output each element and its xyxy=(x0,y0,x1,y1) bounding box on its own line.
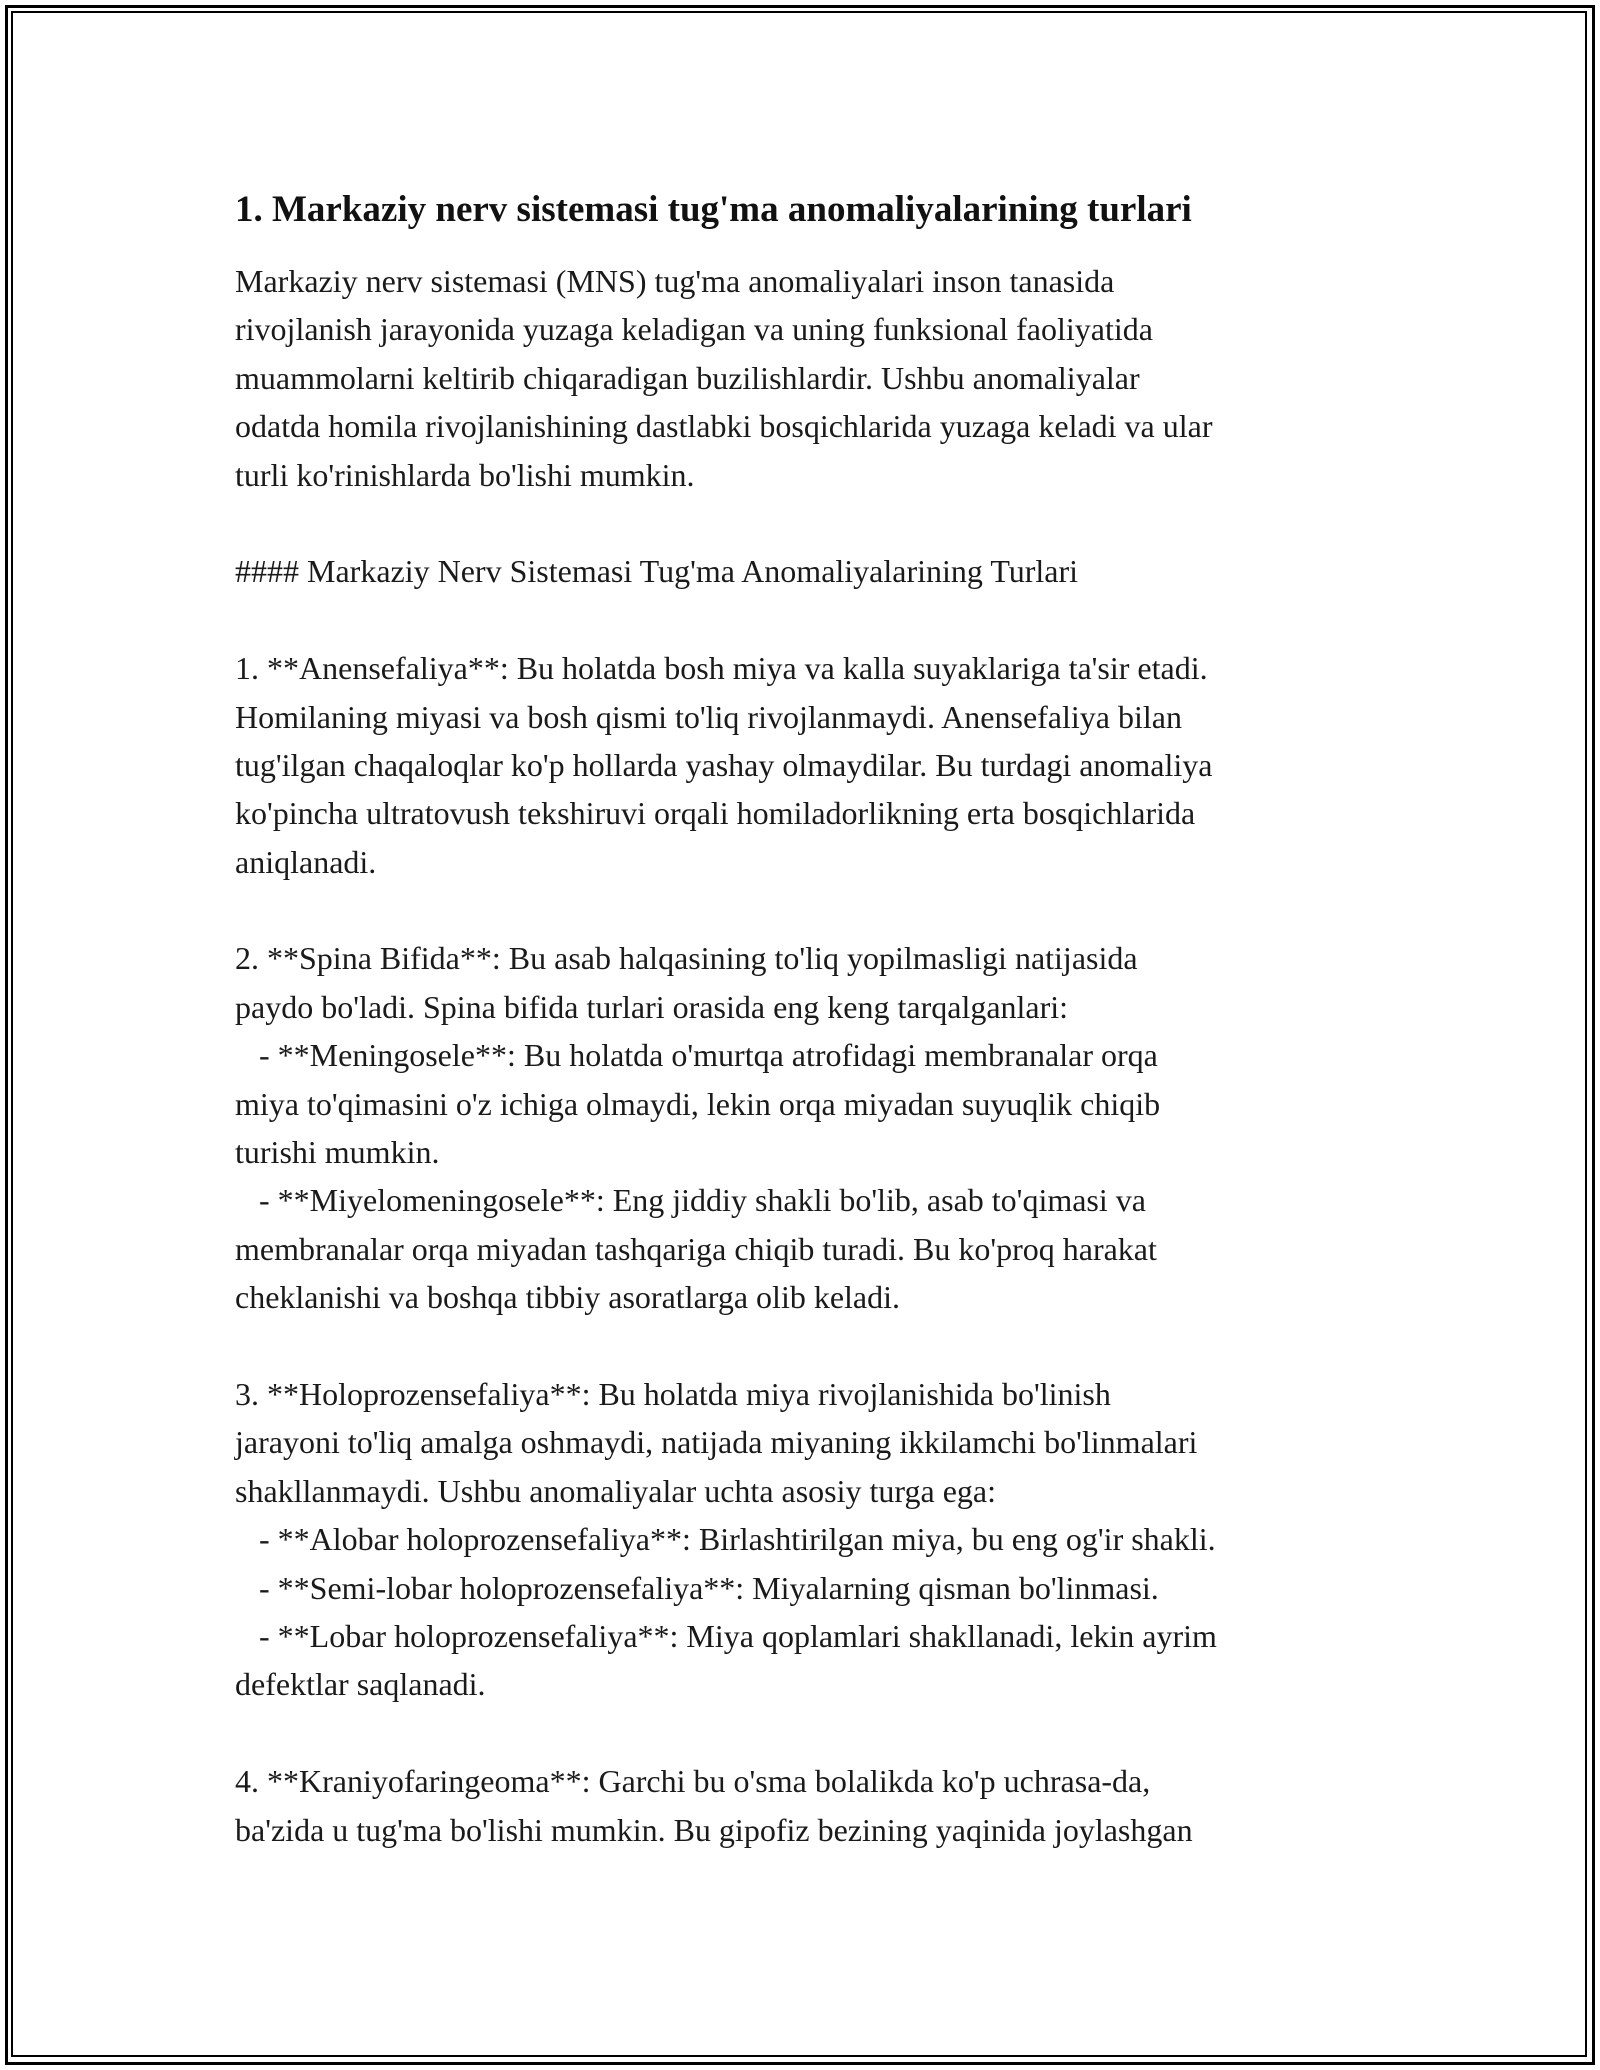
text-line: defektlar saqlanadi. xyxy=(235,1666,486,1703)
text-line: turli ko'rinishlarda bo'lishi mumkin. xyxy=(235,456,695,493)
text-line: - **Alobar holoprozensefaliya**: Birlashtirilgan miya, bu eng og'ir shakli. xyxy=(235,1521,1216,1558)
text-line: jarayoni to'liq amalga oshmaydi, natijada miyaning ikkilamchi bo'linmalari xyxy=(235,1424,1198,1461)
document-title: 1. Markaziy nerv sistemasi tug'ma anomaliyalarining turlari xyxy=(235,189,1192,230)
text-line: Markaziy nerv sistemasi (MNS) tug'ma anomaliyalari inson tanasida xyxy=(235,263,1115,299)
text-line: tug'ilgan chaqaloqlar ko'p hollarda yashay olmaydilar. Bu turdagi anomaliya xyxy=(235,746,1213,783)
text-line: - **Semi-lobar holoprozensefaliya**: Miyalarning qisman bo'linmasi. xyxy=(235,1569,1159,1606)
text-line: rivojlanish jarayonida yuzaga keladigan va uning funksional faoliyatida xyxy=(235,311,1153,348)
text-line: ko'pincha ultratovush tekshiruvi orqali homiladorlikning erta bosqichlarida xyxy=(235,795,1196,832)
text-line: - **Meningosele**: Bu holatda o'murtqa atrofidagi membranalar orqa xyxy=(235,1037,1158,1074)
section-subheading: #### Markaziy Nerv Sistemasi Tug'ma Anomaliyalarining Turlari xyxy=(235,553,1079,590)
text-line: ba'zida u tug'ma bo'lishi mumkin. Bu gipofiz bezining yaqinida joylashgan xyxy=(235,1811,1193,1848)
text-line: cheklanishi va boshqa tibbiy asoratlarga olib keladi. xyxy=(235,1279,901,1316)
text-line: - **Lobar holoprozensefaliya**: Miya qoplamlari shakllanadi, lekin ayrim xyxy=(235,1617,1217,1654)
text-line: odatda homila rivojlanishining dastlabki bosqichlarida yuzaga keladi va ular xyxy=(235,408,1213,445)
document-page xyxy=(235,185,1375,1854)
text-line: membranalar orqa miyadan tashqariga chiqib turadi. Bu ko'proq harakat xyxy=(235,1230,1157,1267)
text-line: paydo bo'ladi. Spina bifida turlari orasida eng keng tarqalganlari: xyxy=(235,988,1069,1025)
text-line: shakllanmaydi. Ushbu anomaliyalar uchta asosiy turga ega: xyxy=(235,1472,996,1509)
paragraph-gap xyxy=(235,886,1375,934)
text-line: turishi mumkin. xyxy=(235,1134,440,1171)
paragraph-gap xyxy=(235,1322,1375,1370)
text-line: - **Miyelomeningosele**: Eng jiddiy shakli bo'lib, asab to'qimasi va xyxy=(235,1182,1146,1219)
text-line: 2. **Spina Bifida**: Bu asab halqasining to'liq yopilmasligi natijasida xyxy=(235,940,1138,977)
paragraph-gap xyxy=(235,596,1375,644)
text-line: miya to'qimasini o'z ichiga olmaydi, lekin orqa miyadan suyuqlik chiqib xyxy=(235,1085,1161,1122)
text-line: 4. **Kraniyofaringeoma**: Garchi bu o'sma bolalikda ko'p uchrasa-da, xyxy=(235,1763,1151,1800)
text-line: 1. **Anensefaliya**: Bu holatda bosh miya va kalla suyaklariga ta'sir etadi. xyxy=(235,650,1208,687)
text-line: 3. **Holoprozensefaliya**: Bu holatda miya rivojlanishida bo'linish xyxy=(235,1375,1111,1412)
paragraph-gap xyxy=(235,1709,1375,1757)
text-line: Homilaning miyasi va bosh qismi to'liq rivojlanmaydi. Anensefaliya bilan xyxy=(235,698,1182,735)
paragraph-gap xyxy=(235,499,1375,547)
text-line: aniqlanadi. xyxy=(235,843,377,880)
text-line: muammolarni keltirib chiqaradigan buzilishlardir. Ushbu anomaliyalar xyxy=(235,359,1140,396)
